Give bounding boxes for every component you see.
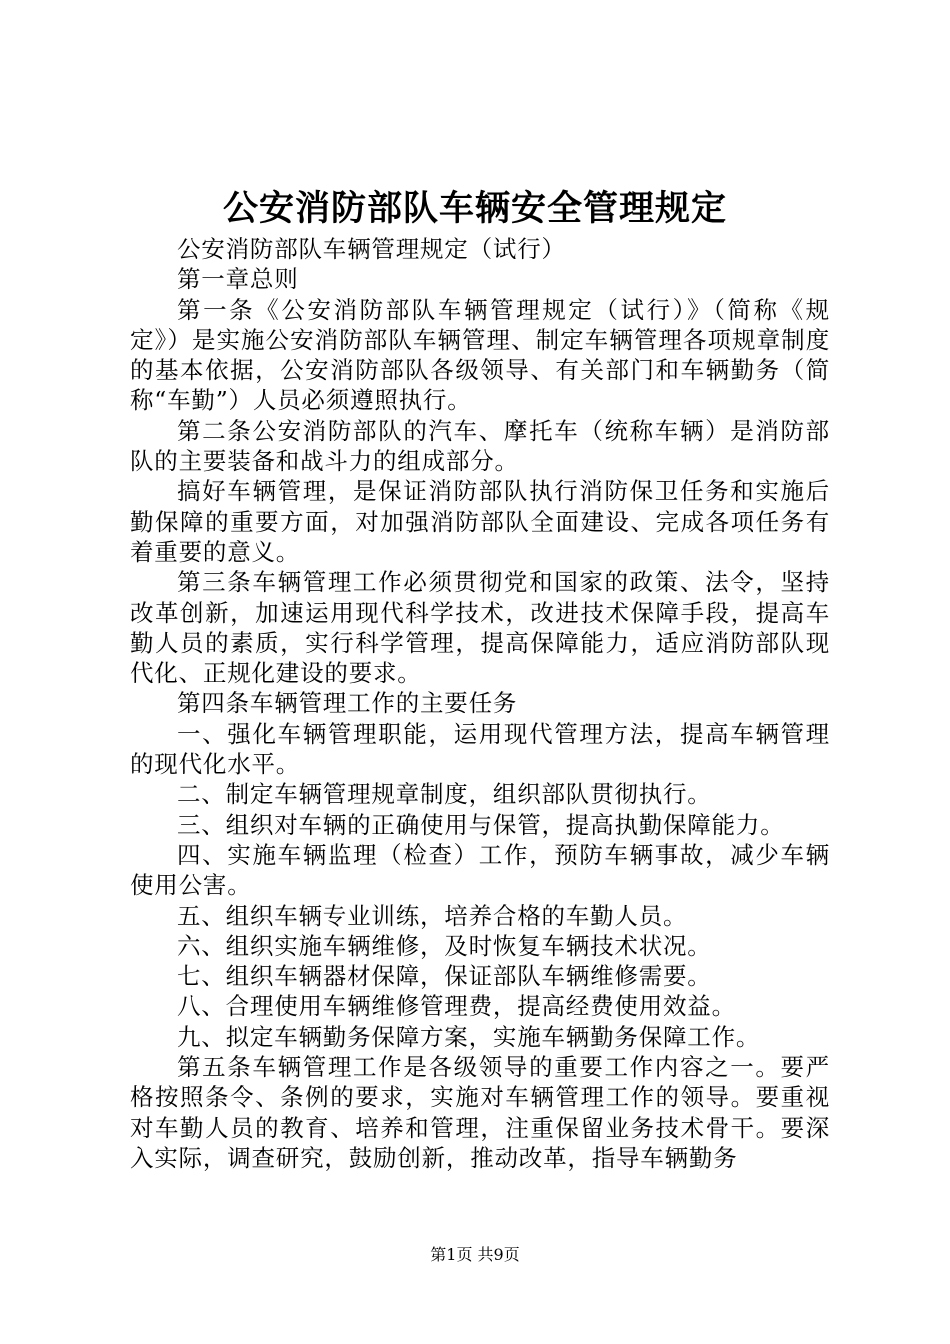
- paragraph-task-2: 二、制定车辆管理规章制度，组织部队贯彻执行。: [177, 780, 712, 809]
- paragraph-task-3: 三、组织对车辆的正确使用与保管，提高执勤保障能力。: [177, 810, 785, 839]
- paragraph-task-9: 九、拟定车辆勤务保障方案，实施车辆勤务保障工作。: [177, 1022, 761, 1051]
- paragraph-chapter-heading: 第一章总则: [177, 265, 299, 294]
- paragraph-article-4: 第四条车辆管理工作的主要任务: [177, 689, 518, 718]
- paragraph-task-5: 五、组织车辆专业训练，培养合格的车勤人员。: [177, 901, 688, 930]
- paragraph-article-5: 第五条车辆管理工作是各级领导的重要工作内容之一。要严格按照条令、条例的要求，实施对车辆管理工作的领导。要重视对车勤人员的教育、培养和管理，注重保留业务技术骨干。要深入实际，调查研究，鼓励创新，推动改革，指导车辆勤务: [130, 1053, 830, 1172]
- paragraph-task-8: 八、合理使用车辆维修管理费，提高经费使用效益。: [177, 992, 736, 1021]
- paragraph-task-1: 一、强化车辆管理职能，运用现代管理方法，提高车辆管理的现代化水平。: [130, 719, 830, 779]
- paragraph-task-4: 四、实施车辆监理（检查）工作，预防车辆事故，减少车辆使用公害。: [130, 840, 830, 900]
- paragraph-article-3: 第三条车辆管理工作必须贯彻党和国家的政策、法令，坚持改革创新，加速运用现代科学技术，改进技术保障手段，提高车勤人员的素质，实行科学管理，提高保障能力，适应消防部队现代化、正规化建设的要求。: [130, 568, 830, 688]
- paragraph-article-2: 第二条公安消防部队的汽车、摩托车（统称车辆）是消防部队的主要装备和战斗力的组成部分。: [130, 416, 830, 476]
- document-body: [130, 234, 830, 1173]
- page-indicator: 第1页 共9页: [430, 1245, 520, 1264]
- paragraph-article-1: 第一条《公安消防部队车辆管理规定（试行）》（简称《规定》）是实施公安消防部队车辆管理、制定车辆管理各项规章制度的基本依据，公安消防部队各级领导、有关部门和车辆勤务（简称“车勤”）人员必须遵照执行。: [130, 295, 830, 415]
- paragraph-subtitle: 公安消防部队车辆管理规定（试行）: [177, 235, 566, 263]
- paragraph-task-6: 六、组织实施车辆维修，及时恢复车辆技术状况。: [177, 931, 712, 960]
- paragraph-article-2-cont: 搞好车辆管理，是保证消防部队执行消防保卫任务和实施后勤保障的重要方面，对加强消防部队全面建设、完成各项任务有着重要的意义。: [130, 477, 830, 566]
- document-title: 公安消防部队车辆安全管理规定: [222, 188, 727, 229]
- paragraph-task-7: 七、组织车辆器材保障，保证部队车辆维修需要。: [177, 962, 712, 991]
